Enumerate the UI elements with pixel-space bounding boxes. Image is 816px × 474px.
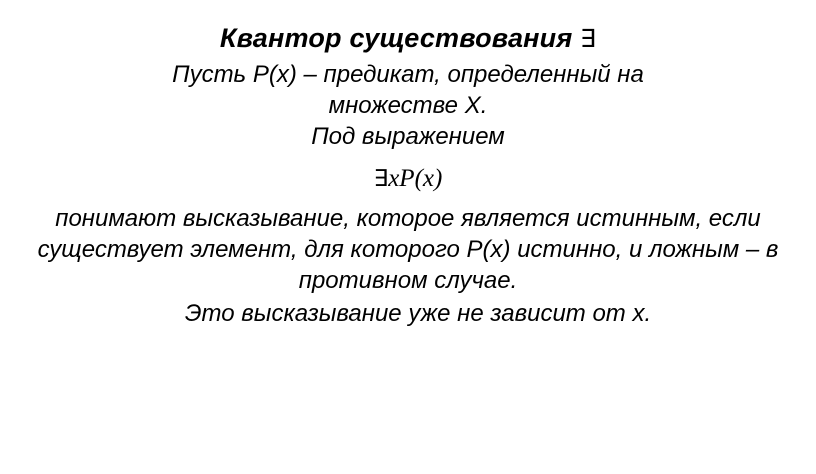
body-closing-line: Это высказывание уже не зависит от x. [184, 300, 652, 328]
body-line-3: Под выражением [311, 122, 505, 150]
slide-body [18, 60, 798, 329]
formula-expression [18, 163, 798, 195]
exists-quantifier-icon: ∃ [580, 24, 597, 53]
page-title-text: Квантор существования [219, 23, 573, 53]
body-line-2: множестве X. [328, 92, 488, 120]
body-line-1: Пусть P(x) – предикат, определенный на [172, 61, 644, 89]
page-title [18, 22, 798, 54]
formula-exists-quantifier-icon: ∃ [373, 165, 389, 192]
formula-body: xP(x) [388, 164, 443, 192]
body-paragraph: понимают высказывание, которое является истинным, если существует элемент, для которого P(x) истинно, и ложным – в противном случае. [37, 204, 779, 294]
